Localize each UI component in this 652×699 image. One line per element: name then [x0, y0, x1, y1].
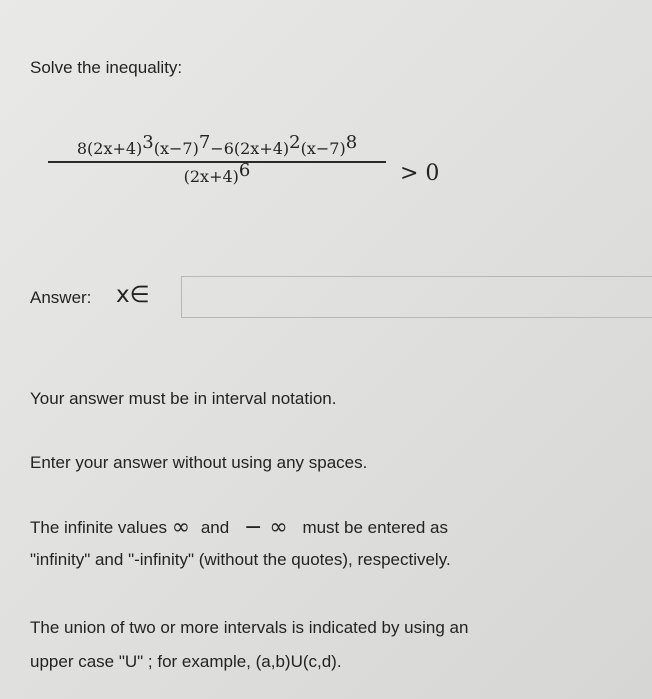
infinite-text-pre: The infinite values — [30, 518, 168, 537]
instruction-infinite-values — [30, 515, 448, 540]
instruction-union-line-1: The union of two or more intervals is indicated by using an — [30, 618, 469, 637]
exponent-1: 3 — [142, 132, 154, 153]
exponent-3: 2 — [289, 132, 301, 153]
fraction — [48, 132, 386, 187]
answer-label: Answer: — [30, 288, 92, 307]
fraction-bar — [48, 161, 386, 163]
numerator-term-2: (x−7) — [153, 139, 199, 158]
element-of-symbol: x∈ — [116, 282, 150, 308]
inequality-expression — [48, 132, 468, 218]
instruction-no-spaces: Enter your answer without using any spaces. — [30, 453, 368, 472]
instruction-infinite-values-line-2: "infinity" and "-infinity" (without the quotes), respectively. — [30, 550, 451, 569]
numerator-term-1: 8(2x+4) — [76, 139, 143, 158]
answer-input[interactable] — [181, 276, 652, 318]
negative-infinity-symbol: − ∞ — [243, 515, 288, 540]
exponent-4: 8 — [345, 132, 358, 153]
question-prompt: Solve the inequality: — [30, 58, 183, 77]
and-word: and — [200, 518, 230, 537]
denominator-base: (2x+4) — [183, 167, 239, 186]
numerator-term-3: −6(2x+4) — [210, 139, 290, 158]
infinity-symbol: ∞ — [171, 515, 191, 540]
exponent-2: 7 — [198, 132, 211, 153]
denominator-exponent: 6 — [238, 160, 251, 181]
numerator — [48, 132, 386, 160]
instruction-union-line-2: upper case "U" ; for example, (a,b)U(c,d). — [30, 652, 342, 671]
denominator — [48, 160, 386, 187]
infinite-text-post: must be entered as — [302, 518, 448, 537]
inequality-relation: > 0 — [400, 161, 440, 186]
numerator-term-4: (x−7) — [300, 139, 346, 158]
instruction-interval-notation: Your answer must be in interval notation. — [30, 389, 337, 408]
